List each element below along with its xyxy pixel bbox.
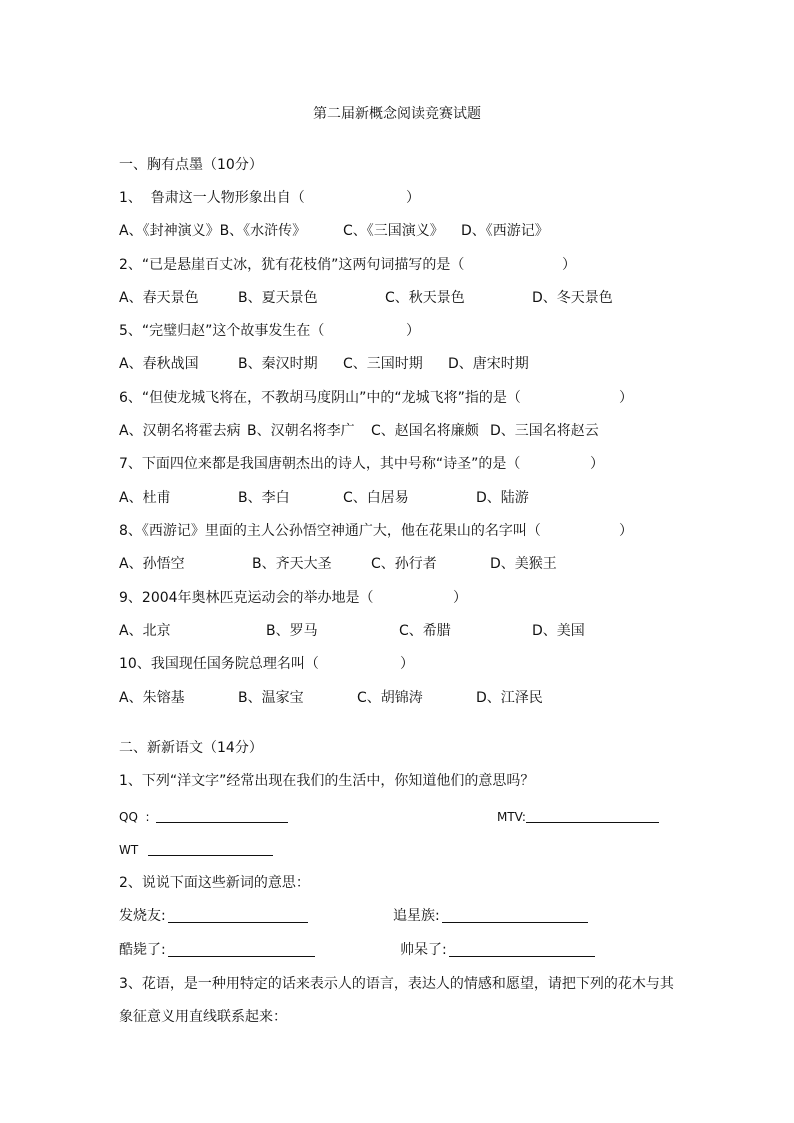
question-5-option-b: B、秦汉时期 [238, 356, 318, 372]
section-1-heading: 一、胸有点墨（10分） [119, 157, 263, 173]
question-9-option-d: D、美国 [532, 623, 585, 639]
question-6-option-b: B、汉朝名将李广 [247, 423, 355, 439]
question-6-option-d: D、三国名将赵云 [490, 423, 599, 439]
newword-zhuixingzu-blank[interactable] [442, 922, 588, 923]
question-8-option-b: B、齐天大圣 [252, 556, 332, 572]
question-9-close-paren: ） [453, 590, 467, 606]
question-10-close-paren: ） [400, 656, 414, 672]
question-8: 8、《西游记》里面的主人公孙悟空神通广大，他在花果山的名字叫（ [119, 523, 541, 539]
section-2-question-3-line-1: 3、花语，是一种用特定的话来表示人的语言，表达人的情感和愿望，请把下列的花木与其 [119, 976, 674, 992]
question-2-option-b: B、夏天景色 [238, 290, 318, 306]
question-2: 2、“已是悬崖百丈冰，犹有花枝俏”这两句词描写的是（ [119, 257, 465, 273]
question-5-option-c: C、三国时期 [343, 356, 423, 372]
term-mtv-label: MTV: [497, 810, 526, 824]
question-9: 9、2004年奥林匹克运动会的举办地是（ [119, 590, 374, 606]
question-10-option-b: B、温家宝 [238, 690, 304, 706]
question-8-option-a: A、孙悟空 [119, 556, 185, 572]
question-10-option-c: C、胡锦涛 [357, 690, 423, 706]
question-8-option-c: C、孙行者 [371, 556, 437, 572]
question-6-close-paren: ） [619, 390, 633, 406]
question-1-option-ab: A、《封神演义》B、《水浒传》 [119, 223, 307, 239]
question-6-option-c: C、赵国名将廉颇 [371, 423, 479, 439]
question-2-option-c: C、秋天景色 [385, 290, 465, 306]
question-2-option-a: A、春天景色 [119, 290, 199, 306]
question-5-option-d: D、唐宋时期 [448, 356, 529, 372]
question-9-option-a: A、北京 [119, 623, 171, 639]
section-2-question-2: 2、说说下面这些新词的意思： [119, 875, 310, 891]
question-6-option-a: A、汉朝名将霍去病 [119, 423, 241, 439]
question-7: 7、下面四位来都是我国唐朝杰出的诗人，其中号称“诗圣”的是（ [119, 456, 521, 472]
question-1-option-d: D、《西游记》 [461, 223, 549, 239]
section-2-question-3-line-2: 象征意义用直线联系起来： [119, 1009, 287, 1025]
question-7-close-paren: ） [590, 456, 604, 472]
question-5-option-a: A、春秋战国 [119, 356, 199, 372]
question-5-close-paren: ） [406, 323, 420, 339]
term-mtv-blank[interactable] [526, 822, 659, 823]
question-1: 1、 鲁肃这一人物形象出自（ [119, 190, 305, 206]
question-6: 6、“但使龙城飞将在，不教胡马度阴山”中的“龙城飞将”指的是（ [119, 390, 521, 406]
page-title: 第二届新概念阅读竞赛试题 [313, 106, 481, 122]
question-9-option-c: C、希腊 [399, 623, 451, 639]
question-2-close-paren: ） [562, 257, 576, 273]
question-10-option-a: A、朱镕基 [119, 690, 185, 706]
term-qq-label: QQ : [119, 810, 150, 824]
newword-shuaidaile-blank[interactable] [449, 956, 595, 957]
newword-kubile-label: 酷毙了: [119, 942, 166, 958]
newword-zhuixingzu-label: 追星族: [393, 908, 440, 924]
term-wt-label: WT [119, 843, 139, 857]
section-2-heading: 二、新新语文（14分） [119, 740, 263, 756]
question-7-option-d: D、陆游 [476, 490, 529, 506]
question-8-option-d: D、美猴王 [490, 556, 557, 572]
newword-kubile-blank[interactable] [168, 956, 315, 957]
question-1-close-paren: ） [406, 190, 420, 206]
question-10: 10、我国现任国务院总理名叫（ [119, 656, 319, 672]
section-2-question-1: 1、下列“洋文字”经常出现在我们的生活中，你知道他们的意思吗？ [119, 773, 535, 789]
newword-fashaoyou-blank[interactable] [168, 922, 308, 923]
term-wt-blank[interactable] [148, 855, 273, 856]
newword-fashaoyou-label: 发烧友: [119, 908, 166, 924]
question-7-option-a: A、杜甫 [119, 490, 171, 506]
question-1-option-c: C、《三国演义》 [343, 223, 444, 239]
question-5: 5、“完璧归赵”这个故事发生在（ [119, 323, 325, 339]
question-2-option-d: D、冬天景色 [532, 290, 613, 306]
question-10-option-d: D、江泽民 [476, 690, 543, 706]
question-8-close-paren: ） [619, 523, 633, 539]
question-7-option-b: B、李白 [238, 490, 290, 506]
term-qq-blank[interactable] [156, 822, 288, 823]
question-7-option-c: C、白居易 [343, 490, 409, 506]
newword-shuaidaile-label: 帅呆了: [400, 942, 447, 958]
question-9-option-b: B、罗马 [266, 623, 318, 639]
